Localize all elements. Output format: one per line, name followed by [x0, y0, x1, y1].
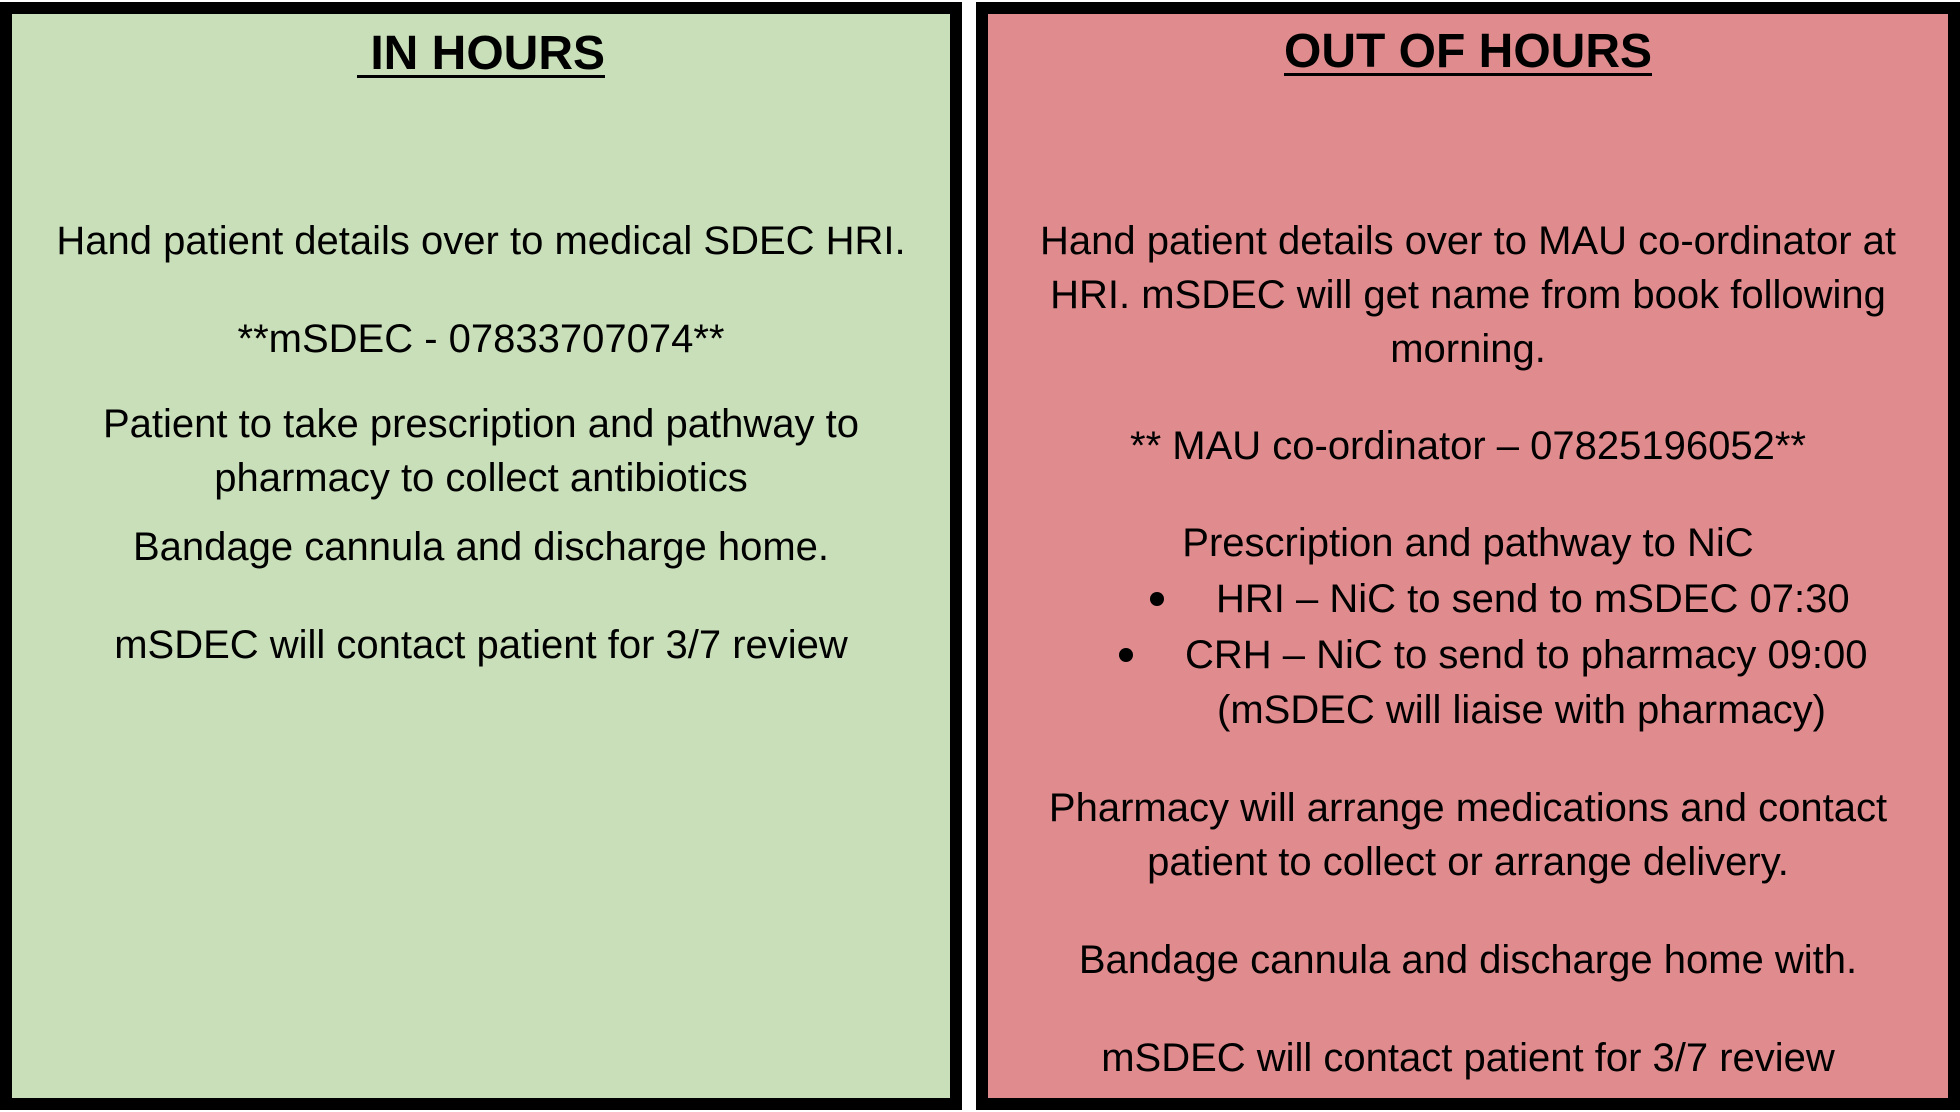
in-hours-phone: **mSDEC - 07833707074** — [237, 317, 725, 361]
in-hours-prescription-line2: pharmacy to collect antibiotics — [214, 456, 748, 500]
out-of-hours-bandage: Bandage cannula and discharge home with. — [1078, 938, 1858, 982]
out-of-hours-panel — [976, 2, 1960, 1110]
out-of-hours-pharmacy-line2: patient to collect or arrange delivery. — [1147, 840, 1789, 884]
out-of-hours-bullet-text: CRH – NiC to send to pharmacy 09:00 — [1185, 633, 1868, 677]
out-of-hours-title: OUT OF HOURS — [1284, 25, 1652, 78]
out-of-hours-prescription-heading: Prescription and pathway to NiC — [1182, 521, 1754, 565]
out-of-hours-handover-line3: morning. — [1390, 327, 1546, 371]
in-hours-panel — [0, 2, 962, 1110]
out-of-hours-review: mSDEC will contact patient for 3/7 review — [1101, 1036, 1835, 1080]
out-of-hours-handover-line2: HRI. mSDEC will get name from book following — [1050, 273, 1886, 317]
in-hours-review: mSDEC will contact patient for 3/7 review — [114, 623, 848, 667]
bullet-dot-icon — [1150, 592, 1164, 606]
in-hours-bandage: Bandage cannula and discharge home. — [132, 525, 830, 569]
in-hours-prescription-line1: Patient to take prescription and pathway to — [102, 402, 859, 446]
out-of-hours-phone: ** MAU co-ordinator – 07825196052** — [1130, 424, 1806, 468]
out-of-hours-bullet-continuation: (mSDEC will liaise with pharmacy) — [1217, 688, 1827, 732]
bullet-dot-icon — [1119, 648, 1133, 662]
out-of-hours-bullet-text: HRI – NiC to send to mSDEC 07:30 — [1216, 577, 1850, 621]
out-of-hours-handover-line1: Hand patient details over to MAU co-ordinator at — [1040, 219, 1896, 263]
in-hours-handover: Hand patient details over to medical SDEC HRI. — [56, 219, 906, 263]
out-of-hours-bullet-item — [1150, 572, 1850, 626]
out-of-hours-bullet-item — [1119, 628, 1868, 682]
out-of-hours-pharmacy-line1: Pharmacy will arrange medications and contact — [1048, 786, 1888, 830]
in-hours-title: IN HOURS — [356, 27, 605, 80]
